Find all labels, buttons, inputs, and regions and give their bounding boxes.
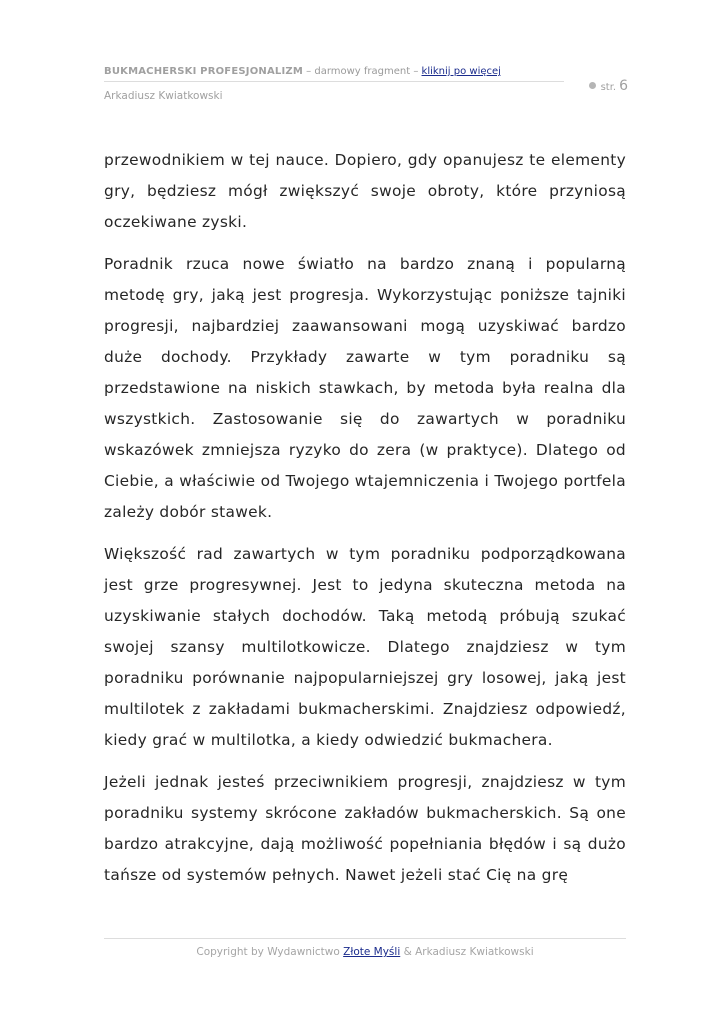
page-footer bbox=[104, 946, 626, 958]
paragraph: Większość rad zawartych w tym poradniku podporządkowana jest grze progresywnej. Jest to jedyna skuteczna metoda na uzyskiwanie stałych dochodów. Taką metodą próbują szukać swojej szansy multilotkowicze. Dlatego znajdziesz w tym poradniku porównanie najpopularniejszej gry losowej, jaką jest multilotek z zakładami bukmacherskimi. Znajdziesz odpowiedź, kiedy grać w multilotka, a kiedy odwiedzić bukmachera. bbox=[104, 545, 626, 749]
more-link[interactable]: kliknij po więcej bbox=[421, 66, 501, 77]
publisher-link[interactable]: Złote Myśli bbox=[343, 946, 401, 958]
page-number: 6 bbox=[619, 78, 628, 94]
header-divider bbox=[104, 81, 564, 82]
header-author: Arkadiusz Kwiatkowski bbox=[104, 90, 223, 102]
body-text bbox=[104, 145, 626, 902]
book-title: BUKMACHERSKI PROFESJONALIZM bbox=[104, 66, 303, 77]
paragraph: Poradnik rzuca nowe światło na bardzo znaną i popularną metodę gry, jaką jest progresja. Wykorzystując poniższe tajniki progresji, najbardziej zaawansowani mogą uzyskiwać bardzo duże dochody. Przykłady zawarte w tym poradniku są przedstawione na niskich stawkach, by metoda była realna dla wszystkich. Zastosowanie się do zawartych w poradniku wskazówek zmniejsza ryzyko do zera (w praktyce). Dlatego od Ciebie, a właściwie od Twojego wtajemniczenia i Twojego portfela zależy dobór stawek. bbox=[104, 255, 626, 521]
header-separator: – bbox=[410, 66, 422, 77]
page-label: str. bbox=[600, 82, 617, 93]
bullet-icon bbox=[589, 82, 596, 89]
header-title-line bbox=[104, 66, 501, 77]
paragraph: przewodnikiem w tej nauce. Dopiero, gdy opanujesz te elementy gry, będziesz mógł zwiększyć swoje obroty, które przyniosą oczekiwane zyski. bbox=[104, 151, 626, 231]
free-fragment-label: darmowy fragment bbox=[314, 66, 411, 77]
page-indicator bbox=[589, 78, 628, 94]
page-header bbox=[104, 66, 628, 106]
footer-divider bbox=[104, 938, 626, 939]
header-separator: – bbox=[303, 66, 315, 77]
paragraph: Jeżeli jednak jesteś przeciwnikiem progresji, znajdziesz w tym poradniku systemy skrócone zakładów bukmacherskich. Są one bardzo atrakcyjne, dają możliwość popełniania błędów i są dużo tańsze od systemów pełnych. Nawet jeżeli stać Cię na grę bbox=[104, 773, 626, 884]
copyright-prefix: Copyright by Wydawnictwo bbox=[196, 946, 344, 958]
copyright-suffix: & Arkadiusz Kwiatkowski bbox=[400, 946, 534, 958]
